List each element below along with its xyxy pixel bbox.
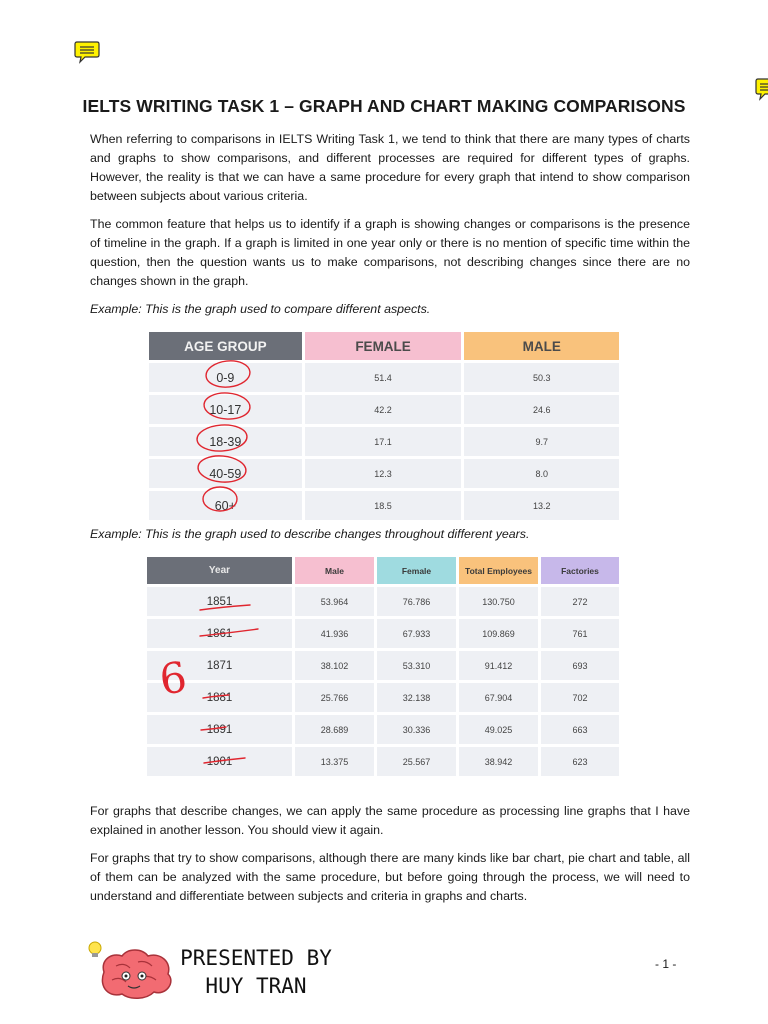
year-cell: 1881	[147, 683, 292, 712]
table-row	[149, 395, 619, 424]
page-number: - 1 -	[655, 957, 677, 971]
comparisons-paragraph: For graphs that try to show comparisons, although there are many kinds like bar chart, pie chart and table, all of them can be analyzed with the same procedure, but before going through the process, we will need to understand and differentiate between subjects and criteria in graphs and charts.	[90, 851, 690, 903]
header-age-group: AGE GROUP	[149, 332, 302, 360]
comparison-example-caption: Example: This is the graph used to compare different aspects.	[90, 302, 431, 316]
changes-example-caption: Example: This is the graph used to describe changes throughout different years.	[90, 527, 530, 541]
table-row	[147, 747, 619, 776]
table-row	[149, 363, 619, 392]
intro-paragraph: When referring to comparisons in IELTS Writing Task 1, we tend to think that there are many types of charts and graphs to show comparisons, and different processes are required for different types of graphs. However, the reality is that we can have a same procedure for every graph that intend to show comparison between subjects about various criteria.	[90, 132, 690, 203]
total-employees-cell: 49.025	[459, 715, 538, 744]
year-cell: 1871	[147, 651, 292, 680]
male-cell: 53.964	[295, 587, 374, 616]
changes-paragraph: For graphs that describe changes, we can apply the same procedure as processing line graphs that I have explained in another lesson. You should view it again.	[90, 804, 690, 837]
author-name: HUY TRAN	[205, 974, 307, 998]
factories-cell: 272	[541, 587, 619, 616]
presented-by-line: PRESENTED BY	[180, 946, 332, 970]
lightbulb-icon	[89, 942, 101, 957]
female-cell: 53.310	[377, 651, 456, 680]
year-cell: 1901	[147, 747, 292, 776]
header-female: FEMALE	[305, 332, 462, 360]
table-row	[149, 459, 619, 488]
header-total-employees: Total Employees	[459, 557, 538, 584]
year-employees-table	[144, 554, 622, 779]
table-row	[147, 683, 619, 712]
age-group-table	[146, 329, 622, 523]
factories-cell: 663	[541, 715, 619, 744]
male-cell: 8.0	[464, 459, 619, 488]
female-cell: 42.2	[305, 395, 462, 424]
female-cell: 32.138	[377, 683, 456, 712]
factories-cell: 623	[541, 747, 619, 776]
female-cell: 12.3	[305, 459, 462, 488]
age-group-cell: 10-17	[149, 395, 302, 424]
male-cell: 24.6	[464, 395, 619, 424]
factories-cell: 702	[541, 683, 619, 712]
total-employees-cell: 91.412	[459, 651, 538, 680]
age-group-cell: 18-39	[149, 427, 302, 456]
table-row	[147, 587, 619, 616]
page-title: IELTS WRITING TASK 1 – GRAPH AND CHART MAKING COMPARISONS	[82, 96, 686, 116]
table-row	[147, 619, 619, 648]
table-row	[147, 651, 619, 680]
male-cell: 13.2	[464, 491, 619, 520]
female-cell: 76.786	[377, 587, 456, 616]
header-factories: Factories	[541, 557, 619, 584]
brain-logo-icon	[82, 938, 182, 1002]
factories-cell: 761	[541, 619, 619, 648]
male-cell: 50.3	[464, 363, 619, 392]
header-male: Male	[295, 557, 374, 584]
male-cell: 41.936	[295, 619, 374, 648]
female-cell: 67.933	[377, 619, 456, 648]
female-cell: 18.5	[305, 491, 462, 520]
female-cell: 25.567	[377, 747, 456, 776]
age-group-cell: 40-59	[149, 459, 302, 488]
year-cell: 1851	[147, 587, 292, 616]
year-cell: 1891	[147, 715, 292, 744]
male-cell: 25.766	[295, 683, 374, 712]
table-row	[149, 491, 619, 520]
male-cell: 13.375	[295, 747, 374, 776]
presented-by-label	[176, 944, 336, 1000]
table-row	[149, 427, 619, 456]
female-cell: 30.336	[377, 715, 456, 744]
factories-cell: 693	[541, 651, 619, 680]
total-employees-cell: 67.904	[459, 683, 538, 712]
table-row	[147, 715, 619, 744]
header-female: Female	[377, 557, 456, 584]
year-cell: 1861	[147, 619, 292, 648]
comment-note-icon[interactable]	[74, 40, 100, 64]
male-cell: 9.7	[464, 427, 619, 456]
header-year: Year	[147, 557, 292, 584]
feature-paragraph: The common feature that helps us to identify if a graph is showing changes or comparisons is the presence of timeline in the graph. If a graph is limited in one year only or there is no mention of specific time within the question, then the question wants us to make comparisons, not describing changes since there are no changes shown in the graph.	[90, 217, 690, 288]
total-employees-cell: 38.942	[459, 747, 538, 776]
age-group-cell: 60+	[149, 491, 302, 520]
total-employees-cell: 109.869	[459, 619, 538, 648]
male-cell: 38.102	[295, 651, 374, 680]
age-group-cell: 0-9	[149, 363, 302, 392]
header-male: MALE	[464, 332, 619, 360]
annotation-digit: 6	[156, 652, 190, 705]
total-employees-cell: 130.750	[459, 587, 538, 616]
female-cell: 17.1	[305, 427, 462, 456]
male-cell: 28.689	[295, 715, 374, 744]
female-cell: 51.4	[305, 363, 462, 392]
